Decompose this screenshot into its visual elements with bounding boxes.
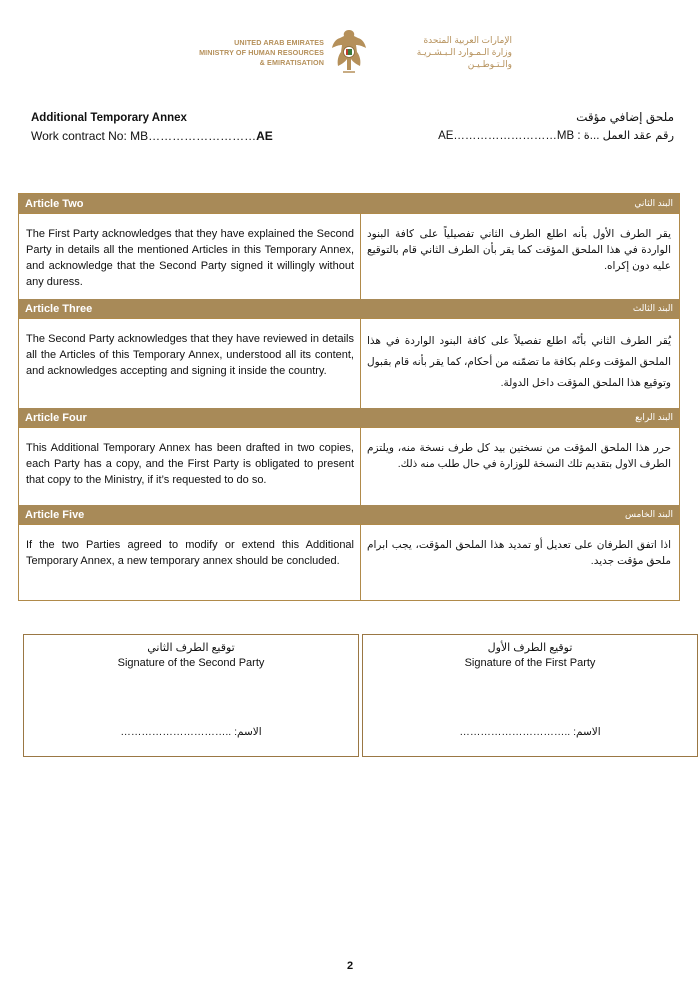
article-two bbox=[19, 194, 679, 299]
article-heading-english: Article Two bbox=[25, 197, 84, 210]
article-text-arabic: يقر الطرف الأول بأنه اطلع الطرف الثاني تفصيلياً على كافة البنود الواردة في هذا الملحق المؤقت كما يقر بأن الطرف الثاني قام بالتوقيع عليه دون إكراه. bbox=[367, 228, 671, 272]
article-text-english: If the two Parties agreed to modify or extend this Additional Temporary Annex, a new temporary annex should be concluded. bbox=[19, 525, 361, 600]
article-heading-arabic: البند الثالث bbox=[632, 303, 673, 313]
article-text-arabic: يُقر الطرف الثاني بأنّه اطلع تفصيلاً على كافة البنود الواردة في هذا الملحق المؤقت وعلم بكافة ما تضمّنه من أحكام، كما يقر بأنه قام بقبول وتوقيع هذا الملحق المؤقت داخل الدولة. bbox=[367, 335, 671, 389]
document-title-arabic: ملحق إضافي مؤقت bbox=[576, 110, 674, 124]
article-heading-english: Article Three bbox=[25, 302, 93, 315]
articles-table bbox=[18, 193, 680, 601]
signature-label-arabic: توقيع الطرف الثاني bbox=[147, 642, 235, 654]
contract-number-english bbox=[31, 129, 273, 143]
article-text-english: The First Party acknowledges that they have explained the Second Party in details all the mentioned Articles in this Temporary Annex, and acknowledge that the Second Party signed it willingly without any duress. bbox=[19, 214, 361, 299]
ministry-name-arabic bbox=[372, 34, 512, 70]
article-four bbox=[19, 408, 679, 505]
article-body bbox=[19, 318, 679, 408]
article-five bbox=[19, 505, 679, 600]
article-text-arabic: حرر هذا الملحق المؤقت من نسختين بيد كل طرف نسخة منه، ويلتزم الطرف الاول بتقديم تلك النسخة للوزارة في حال طلب منه ذلك. bbox=[367, 442, 671, 470]
name-dots: ………………………….. bbox=[120, 726, 232, 738]
document-header bbox=[0, 26, 700, 76]
name-line bbox=[24, 726, 358, 738]
article-body bbox=[19, 524, 679, 600]
article-body bbox=[19, 427, 679, 505]
falcon-emblem-icon bbox=[330, 26, 368, 76]
article-text-english: The Second Party acknowledges that they have reviewed in details all the Articles of this Temporary Annex, understood all its content, and acknowledges accepting and signing it inside the country. bbox=[19, 319, 361, 408]
name-line bbox=[363, 726, 697, 738]
ministry-ar-line-3: والـتـوطـيـن bbox=[467, 59, 512, 69]
name-dots: ………………………….. bbox=[459, 726, 571, 738]
article-heading-english: Article Five bbox=[25, 508, 85, 521]
article-body bbox=[19, 213, 679, 299]
page-number: 2 bbox=[346, 960, 354, 972]
article-heading-english: Article Four bbox=[25, 411, 87, 424]
ministry-line-1: UNITED ARAB EMIRATES bbox=[234, 38, 324, 47]
article-header bbox=[19, 408, 679, 427]
contract-number-arabic: رقم عقد العمل ...ة : AE………………………MB bbox=[438, 130, 674, 142]
document-title-english: Additional Temporary Annex bbox=[31, 112, 187, 124]
signature-label-english: Signature of the First Party bbox=[464, 657, 596, 669]
article-heading-arabic: البند الخامس bbox=[625, 509, 673, 519]
article-text-english: This Additional Temporary Annex has been drafted in two copies, each Party has a copy, and the First Party is obligated to present that copy to the Ministry, if it’s requested to do so. bbox=[19, 428, 361, 505]
contract-suffix: AE bbox=[256, 129, 273, 143]
signature-label-english: Signature of the Second Party bbox=[117, 657, 265, 669]
contract-dots: ……………………… bbox=[148, 129, 257, 143]
ministry-name-english bbox=[188, 38, 324, 68]
article-header bbox=[19, 505, 679, 524]
article-heading-arabic: البند الثاني bbox=[634, 198, 673, 208]
article-header bbox=[19, 299, 679, 318]
name-label: الاسم: bbox=[573, 726, 601, 738]
ministry-line-2: MINISTRY OF HUMAN RESOURCES bbox=[199, 48, 324, 57]
contract-label: Work contract No: MB bbox=[31, 129, 149, 143]
ministry-line-3: & EMIRATISATION bbox=[259, 58, 324, 67]
first-party-signature-box[interactable] bbox=[362, 634, 698, 757]
article-header bbox=[19, 194, 679, 213]
ministry-ar-line-2: وزارة الـمـوارد الـبـشـريـة bbox=[416, 47, 512, 57]
ministry-ar-line-1: الإمارات العربية المتحدة bbox=[423, 35, 512, 45]
article-heading-arabic: البند الرابع bbox=[635, 412, 673, 422]
signature-label-arabic: توقيع الطرف الأول bbox=[487, 642, 573, 654]
second-party-signature-box[interactable] bbox=[23, 634, 359, 757]
article-text-arabic: اذا اتفق الطرفان على تعديل أو تمديد هذا الملحق المؤقت، يجب ابرام ملحق مؤقت جديد. bbox=[367, 539, 671, 567]
article-three bbox=[19, 299, 679, 408]
name-label: الاسم: bbox=[234, 726, 262, 738]
